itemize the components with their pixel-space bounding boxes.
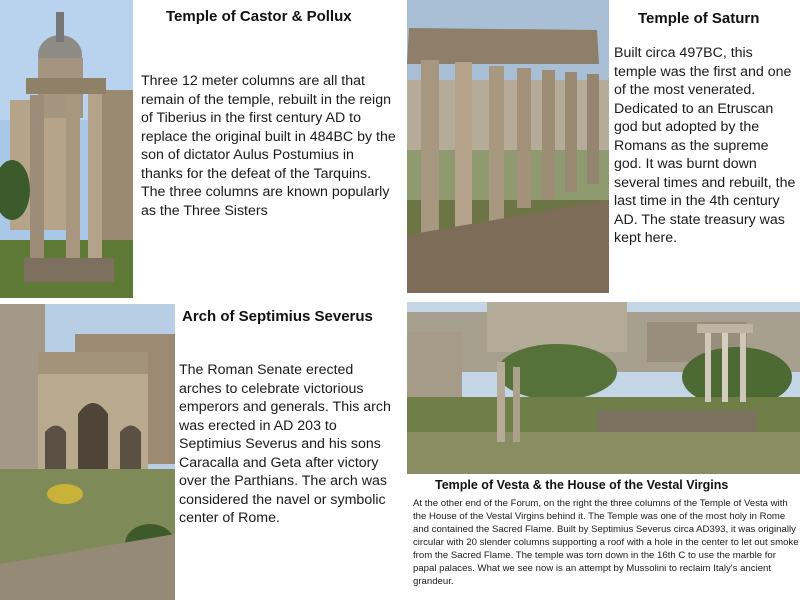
saturn-title: Temple of Saturn (638, 10, 760, 27)
arch-photo (0, 304, 175, 600)
vesta-title: Temple of Vesta & the House of the Vestal Virgins (435, 478, 729, 492)
arch-title: Arch of Septimius Severus (182, 308, 373, 325)
vesta-photo (407, 302, 800, 474)
castor-pollux-description: Three 12 meter columns are all that remain of the temple, rebuilt in the reign of Tiberius in the first century AD to replace the original built in 484BC by the son of dictator Aulus Postumius in thanks for the defeat of the Tarquins. The three columns are known popularly as the Three Sisters (141, 73, 396, 219)
arch-description: The Roman Senate erected arches to celebrate victorious emperors and generals. This arch was erected in AD 203 to Septimius Severus and his sons Caracalla and Geta after victory over the Parthians. The arch was considered the navel or symbolic center of Rome. (179, 362, 391, 526)
saturn-description: Built circa 497BC, this temple was the first and one of the most venerated. Dedicated to an Etruscan god but adopted by the Romans as the supreme god. It was burnt down several times and rebuilt, the last time in the 4th century AD. The state treasury was kept here. (614, 45, 796, 246)
vesta-description: At the other end of the Forum, on the right the three columns of the Temple of Vesta with the House of the Vestal Virgins behind it. The Temple was one of the most holy in Rome and contained the Sacred Flame. Built by Septimius Severus circa AD393, it was originally circular with 20 slender columns supporting a roof with a hole in the center to let out smoke from the Sacred Flame. The temple was torn down in the 16th C to use the marble for papal palaces. What we see now is an attempt by Mussolini to reclaim Italy's ancient grandeur. (413, 498, 799, 587)
castor-pollux-title: Temple of Castor & Pollux (166, 8, 352, 25)
castor-pollux-photo (0, 0, 133, 298)
saturn-photo (407, 0, 609, 293)
